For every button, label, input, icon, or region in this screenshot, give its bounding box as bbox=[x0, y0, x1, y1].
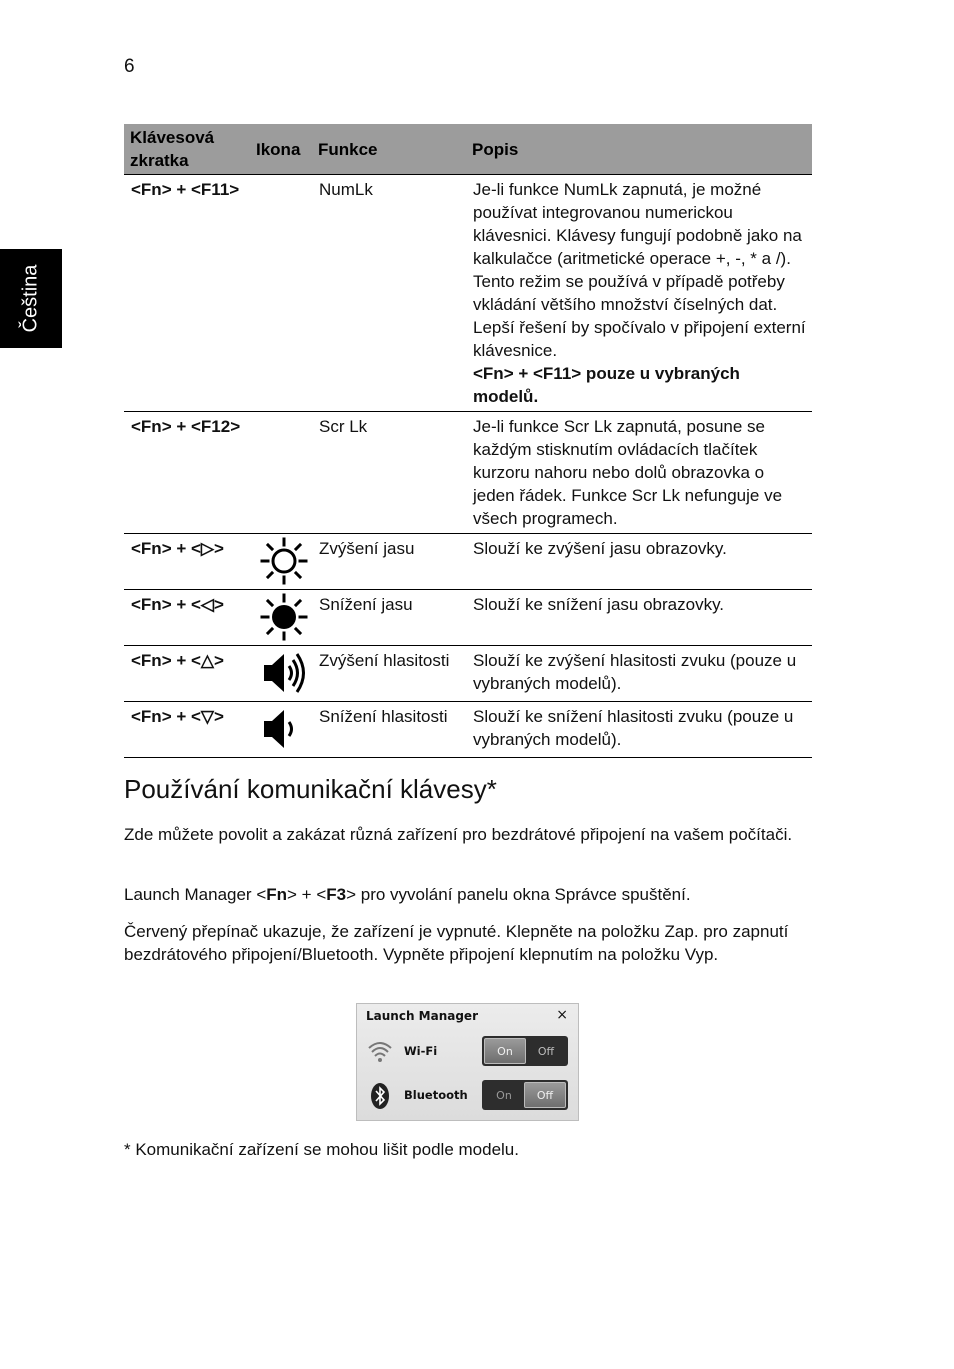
function-cell: Zvýšení hlasitosti bbox=[312, 646, 466, 702]
bluetooth-on-option[interactable]: On bbox=[496, 1088, 512, 1102]
function-cell: Scr Lk bbox=[312, 412, 466, 534]
volume-up-icon bbox=[260, 649, 308, 697]
brightness-up-icon bbox=[260, 537, 308, 585]
header-function: Funkce bbox=[312, 124, 466, 175]
description-text: Je-li funkce NumLk zapnutá, je možné používat integrovanou numerickou klávesnici. Klávesy fungují podobně jako na kalkulačce (aritmetické operace +, -, * a /). Tento režim se používá v případě potřeby vkládání většího množství číselných dat. Lepší řešení by spočívalo v připojení externí klávesnice. bbox=[473, 180, 806, 360]
close-icon[interactable]: × bbox=[556, 1007, 568, 1023]
intro-paragraph: Zde můžete povolit a zakázat různá zařízení pro bezdrátové připojení na vašem počítači. bbox=[124, 825, 793, 844]
wifi-toggle[interactable] bbox=[482, 1036, 568, 1066]
table-row bbox=[124, 702, 812, 758]
launch-manager-paragraph bbox=[124, 883, 814, 906]
bluetooth-toggle[interactable] bbox=[482, 1080, 568, 1110]
shortcut-cell: <Fn> + <▷> bbox=[124, 534, 256, 590]
wifi-label: Wi-Fi bbox=[404, 1044, 438, 1058]
bluetooth-off-option[interactable]: Off bbox=[524, 1082, 566, 1108]
shortcut-cell: <Fn> + <F12> bbox=[124, 412, 256, 534]
function-cell: NumLk bbox=[312, 175, 466, 412]
description-cell bbox=[466, 175, 812, 412]
key-f3: F3 bbox=[326, 885, 347, 904]
description-cell: Slouží ke snížení jasu obrazovky. bbox=[466, 590, 812, 646]
brightness-down-icon bbox=[260, 593, 308, 641]
icon-cell bbox=[256, 590, 312, 646]
language-tab bbox=[0, 249, 62, 348]
description-cell: Slouží ke zvýšení jasu obrazovky. bbox=[466, 534, 812, 590]
language-tab-label: Čeština bbox=[19, 264, 42, 333]
table-row bbox=[124, 175, 812, 412]
shortcut-cell: <Fn> + <△> bbox=[124, 646, 256, 702]
volume-down-icon bbox=[260, 705, 308, 753]
icon-cell bbox=[256, 702, 312, 758]
description-cell: Slouží ke zvýšení hlasitosti zvuku (pouze u vybraných modelů). bbox=[466, 646, 812, 702]
shortcut-cell: <Fn> + <F11> bbox=[124, 175, 256, 412]
description-cell: Je-li funkce Scr Lk zapnutá, posune se každým stisknutím ovládacích tlačítek kurzoru nahoru nebo dolů obrazovka o jeden řádek. Funkce Scr Lk nefunguje ve všech programech. bbox=[466, 412, 812, 534]
para-suffix: > pro vyvolání panelu okna Správce spuštění. bbox=[346, 885, 691, 904]
shortcut-table bbox=[124, 124, 812, 758]
wifi-off-option[interactable]: Off bbox=[537, 1044, 555, 1058]
bluetooth-icon bbox=[367, 1082, 393, 1110]
bluetooth-row bbox=[357, 1080, 578, 1110]
wifi-on-option[interactable]: On bbox=[484, 1038, 526, 1064]
description-cell: Slouží ke snížení hlasitosti zvuku (pouze u vybraných modelů). bbox=[466, 702, 812, 758]
switch-paragraph: Červený přepínač ukazuje, že zařízení je vypnuté. Klepněte na položku Zap. pro zapnutí bezdrátového připojení/Bluetooth. Vypněte připojení klepnutím na položku Vyp. bbox=[124, 922, 789, 964]
shortcut-cell: <Fn> + <◁> bbox=[124, 590, 256, 646]
footnote: * Komunikační zařízení se mohou lišit podle modelu. bbox=[124, 1140, 519, 1159]
function-cell: Zvýšení jasu bbox=[312, 534, 466, 590]
description-note: <Fn> + <F11> pouze u vybraných modelů. bbox=[473, 364, 740, 406]
launch-manager-title: Launch Manager bbox=[366, 1009, 478, 1023]
table-row bbox=[124, 534, 812, 590]
icon-cell bbox=[256, 175, 312, 412]
page-number: 6 bbox=[124, 56, 135, 77]
para-middle: > + < bbox=[287, 885, 327, 904]
para-prefix: Launch Manager < bbox=[124, 885, 267, 904]
section-title: Používání komunikační klávesy* bbox=[124, 774, 497, 804]
icon-cell bbox=[256, 646, 312, 702]
table-row bbox=[124, 412, 812, 534]
table-header-row bbox=[124, 124, 812, 175]
wifi-icon bbox=[367, 1038, 393, 1064]
header-shortcut: Klávesová zkratka bbox=[124, 124, 256, 175]
header-description: Popis bbox=[466, 124, 812, 175]
table-row bbox=[124, 646, 812, 702]
table-row bbox=[124, 590, 812, 646]
function-cell: Snížení hlasitosti bbox=[312, 702, 466, 758]
header-icon: Ikona bbox=[256, 124, 312, 175]
launch-manager-panel bbox=[356, 1003, 579, 1121]
key-fn: Fn bbox=[266, 885, 288, 904]
icon-cell bbox=[256, 534, 312, 590]
icon-cell bbox=[256, 412, 312, 534]
shortcut-cell: <Fn> + <▽> bbox=[124, 702, 256, 758]
function-cell: Snížení jasu bbox=[312, 590, 466, 646]
bluetooth-label: Bluetooth bbox=[404, 1088, 468, 1102]
wifi-row bbox=[357, 1036, 578, 1066]
